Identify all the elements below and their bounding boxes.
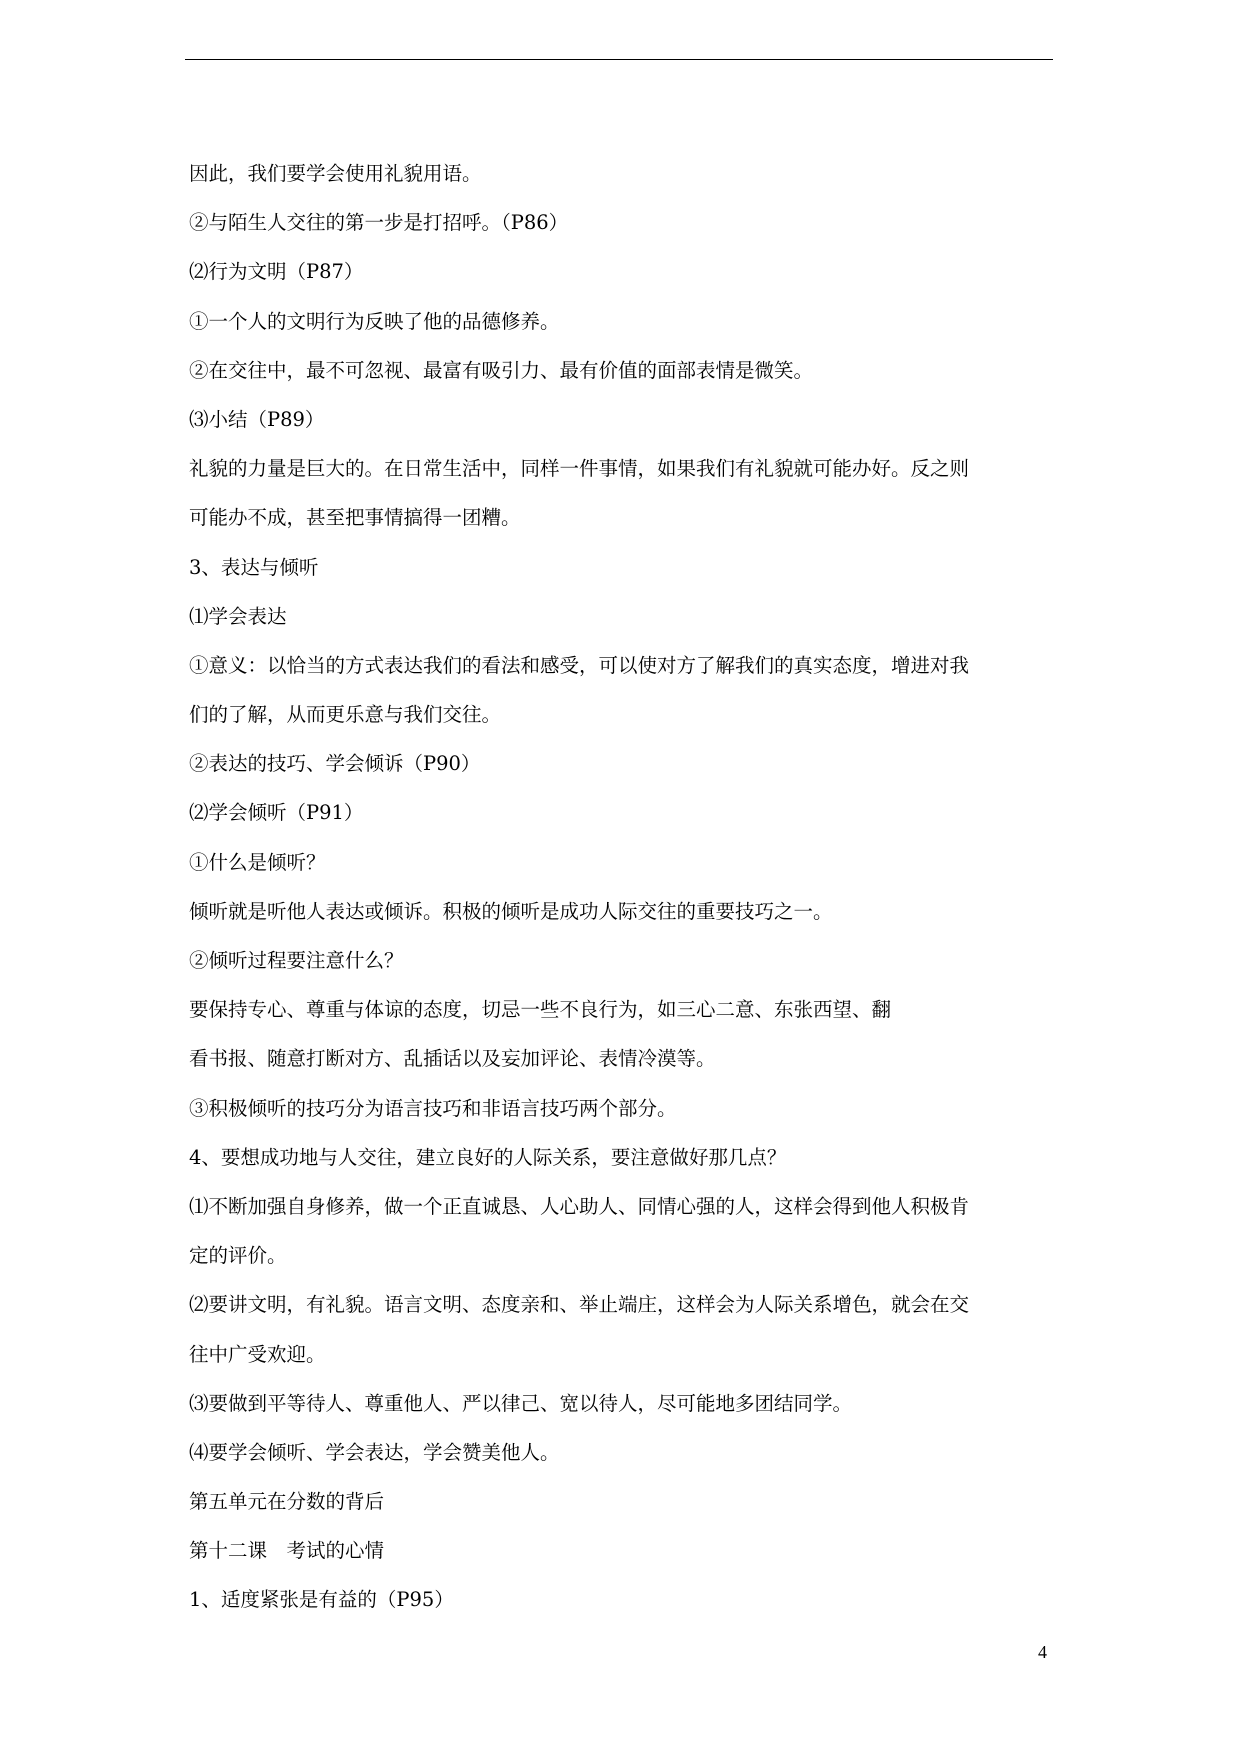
text-line: ①什么是倾听？ [189, 850, 326, 874]
text-line: ②倾听过程要注意什么？ [189, 949, 404, 972]
text-line: ⑴不断加强自身修养，做一个正直诚恳、人心助人、同情心强的人，这样会得到他人积极肯 [189, 1194, 970, 1218]
text-line: ⑵学会倾听（P91） [189, 801, 364, 825]
text-line: ②与陌生人交往的第一步是打招呼。（P86） [189, 211, 569, 235]
text-line: 往中广受欢迎。 [189, 1342, 326, 1366]
text-line: 定的评价。 [189, 1244, 287, 1268]
text-line: 1、适度紧张是有益的（P95） [189, 1588, 454, 1612]
text-line: 要保持专心、尊重与体谅的态度，切忌一些不良行为，如三心二意、东张西望、翻 [189, 998, 892, 1022]
text-line: 倾听就是听他人表达或倾诉。积极的倾听是成功人际交往的重要技巧之一。 [189, 899, 833, 923]
text-line: 因此，我们要学会使用礼貌用语。 [189, 162, 482, 185]
text-line: 礼貌的力量是巨大的。在日常生活中，同样一件事情，如果我们有礼貌就可能办好。反之则 [189, 457, 970, 481]
text-line: ③积极倾听的技巧分为语言技巧和非语言技巧两个部分。 [189, 1096, 677, 1120]
text-line: 第十二课 考试的心情 [189, 1539, 385, 1563]
page-number: 4 [1038, 1642, 1047, 1662]
text-line: ⑶要做到平等待人、尊重他人、严以律己、宽以待人，尽可能地多团结同学。 [189, 1391, 853, 1415]
text-line: ⑷要学会倾听、学会表达，学会赞美他人。 [189, 1440, 560, 1464]
text-line: 第五单元在分数的背后 [189, 1490, 385, 1514]
text-line: ②表达的技巧、学会倾诉（P90） [189, 752, 481, 776]
text-line: 看书报、随意打断对方、乱插话以及妄加评论、表情冷漠等。 [189, 1047, 716, 1071]
header-rule [185, 59, 1053, 60]
text-line: ⑵要讲文明，有礼貌。语言文明、态度亲和、举止端庄，这样会为人际关系增色，就会在交 [189, 1293, 970, 1317]
text-line: ①意义：以恰当的方式表达我们的看法和感受，可以使对方了解我们的真实态度，增进对我 [189, 653, 970, 677]
text-line: ②在交往中，最不可忽视、最富有吸引力、最有价值的面部表情是微笑。 [189, 358, 814, 382]
text-line: 3、表达与倾听 [189, 555, 319, 579]
document-body [189, 157, 1059, 1633]
text-line: ①一个人的文明行为反映了他的品德修养。 [189, 309, 560, 333]
text-line: 4、要想成功地与人交往，建立良好的人际关系，要注意做好那几点？ [189, 1145, 787, 1169]
text-line: 们的了解，从而更乐意与我们交往。 [189, 703, 502, 727]
text-line: 可能办不成，甚至把事情搞得一团糟。 [189, 506, 521, 530]
text-line: ⑶小结（P89） [189, 407, 325, 431]
text-line: ⑵行为文明（P87） [189, 260, 364, 284]
text-line: ⑴学会表达 [189, 604, 287, 628]
